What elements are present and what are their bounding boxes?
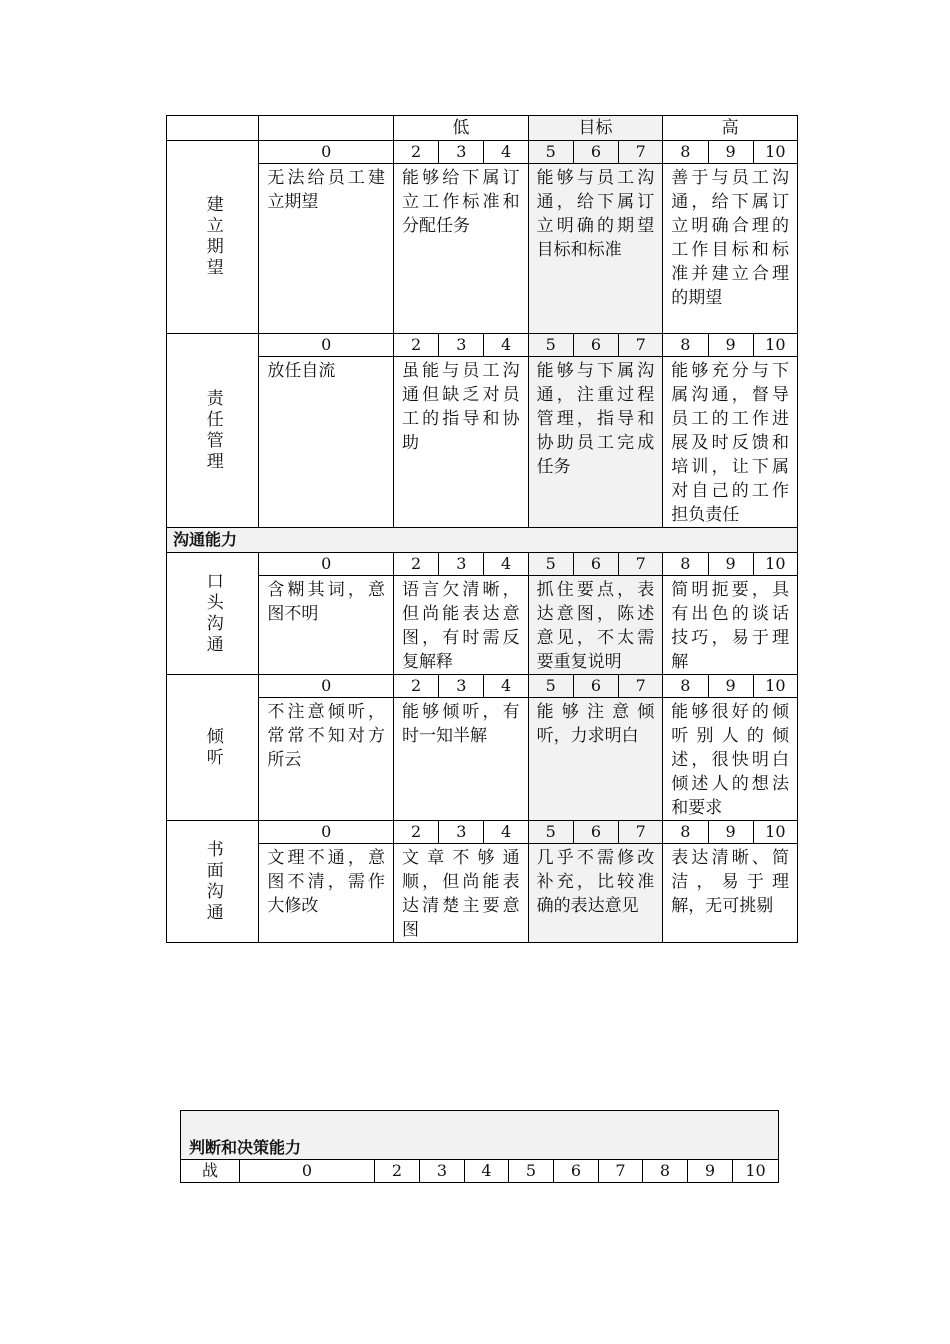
score-9: 9 [708,334,753,357]
score-3: 3 [439,141,484,164]
score-10: 10 [753,141,797,164]
desc-low: 语言欠清晰，但尚能表达意图，有时需反复解释 [394,576,529,675]
row-label-cell [167,675,259,821]
score-8: 8 [663,675,708,698]
score-row [167,821,798,844]
score-0: 0 [259,141,394,164]
score-0: 0 [259,821,394,844]
score-9: 9 [688,1160,733,1183]
row-label: 建立期望 [202,195,223,279]
score-5: 5 [509,1160,554,1183]
empty-corner-cell [167,116,259,141]
description-row [167,164,798,334]
score-7: 7 [619,675,663,698]
score-row [167,553,798,576]
score-5: 5 [528,553,573,576]
desc-target: 能够注意倾听，力求明白 [528,698,663,821]
row-label: 口头沟通 [202,571,223,656]
score-10: 10 [753,334,797,357]
score-5: 5 [528,821,573,844]
score-4: 4 [484,821,528,844]
score-3: 3 [439,334,484,357]
section-row [181,1111,779,1160]
score-7: 7 [619,821,663,844]
row-label-cell [167,141,259,334]
score-4: 4 [465,1160,509,1183]
score-2: 2 [394,553,439,576]
score-10: 10 [733,1160,779,1183]
score-8: 8 [643,1160,688,1183]
level-high: 高 [663,116,798,141]
score-2: 2 [375,1160,420,1183]
section-title-communication: 沟通能力 [167,528,798,553]
desc-target: 能够与下属沟通，注重过程管理，指导和协助员工完成任务 [528,357,663,528]
desc-high: 能够充分与下属沟通，督导员工的工作进展及时反馈和培训，让下属对自己的工作担负责任 [663,357,798,528]
competency-table-leadership-communication [166,115,798,943]
row-label-partial: 战 [181,1160,240,1183]
level-low: 低 [394,116,529,141]
section-row [167,528,798,553]
score-10: 10 [753,553,797,576]
desc-score-0: 无法给员工建立期望 [259,164,394,334]
desc-score-0: 放任自流 [259,357,394,528]
description-row [167,844,798,943]
empty-header-cell [259,116,394,141]
desc-high: 能够很好的倾听别人的倾述，很快明白倾述人的想法和要求 [663,698,798,821]
score-3: 3 [439,675,484,698]
score-9: 9 [708,141,753,164]
row-label: 责任管理 [202,388,223,473]
score-row [167,334,798,357]
row-label-cell [167,821,259,943]
score-row [167,675,798,698]
row-label: 倾听 [202,726,223,769]
desc-high: 表达清晰、简洁，易于理解，无可挑剔 [663,844,798,943]
score-3: 3 [420,1160,465,1183]
score-9: 9 [708,821,753,844]
score-8: 8 [663,821,708,844]
score-8: 8 [663,553,708,576]
competency-table-judgment [180,1110,779,1183]
desc-low: 能够倾听，有时一知半解 [394,698,529,821]
desc-target: 几乎不需修改补充，比较准确的表达意见 [528,844,663,943]
score-9: 9 [708,675,753,698]
desc-score-0: 不注意倾听，常常不知对方所云 [259,698,394,821]
desc-low: 虽能与员工沟通但缺乏对员工的指导和协助 [394,357,529,528]
desc-high: 简明扼要，具有出色的谈话技巧，易于理解 [663,576,798,675]
score-3: 3 [439,553,484,576]
score-8: 8 [663,334,708,357]
desc-low: 文章不够通顺，但尚能表达清楚主要意图 [394,844,529,943]
score-4: 4 [484,553,528,576]
score-7: 7 [619,553,663,576]
score-2: 2 [394,141,439,164]
score-2: 2 [394,675,439,698]
desc-score-0: 含糊其词，意图不明 [259,576,394,675]
score-0: 0 [259,675,394,698]
level-header-row [167,116,798,141]
score-0: 0 [240,1160,375,1183]
score-8: 8 [663,141,708,164]
score-7: 7 [619,141,663,164]
section-title-judgment: 判断和决策能力 [181,1111,779,1160]
score-row [181,1160,779,1183]
score-3: 3 [439,821,484,844]
score-5: 5 [528,141,573,164]
level-target: 目标 [528,116,663,141]
score-6: 6 [573,821,618,844]
description-row [167,357,798,528]
score-row [167,141,798,164]
row-label-cell [167,334,259,528]
description-row [167,576,798,675]
description-row [167,698,798,821]
score-10: 10 [753,821,797,844]
score-7: 7 [599,1160,643,1183]
desc-score-0: 文理不通，意图不清，需作大修改 [259,844,394,943]
score-4: 4 [484,675,528,698]
score-6: 6 [573,553,618,576]
row-label-cell [167,553,259,675]
desc-target: 能够与员工沟通，给下属订立明确的期望目标和标准 [528,164,663,334]
score-0: 0 [259,334,394,357]
score-6: 6 [554,1160,599,1183]
score-5: 5 [528,334,573,357]
score-4: 4 [484,141,528,164]
desc-high: 善于与员工沟通，给下属订立明确合理的工作目标和标准并建立合理的期望 [663,164,798,334]
score-2: 2 [394,821,439,844]
score-0: 0 [259,553,394,576]
desc-target: 抓住要点，表达意图，陈述意见，不太需要重复说明 [528,576,663,675]
score-6: 6 [573,141,618,164]
desc-low: 能够给下属订立工作标准和分配任务 [394,164,529,334]
score-2: 2 [394,334,439,357]
row-label: 书面沟通 [202,839,223,924]
score-6: 6 [573,334,618,357]
score-5: 5 [528,675,573,698]
score-7: 7 [619,334,663,357]
score-6: 6 [573,675,618,698]
score-4: 4 [484,334,528,357]
score-9: 9 [708,553,753,576]
score-10: 10 [753,675,797,698]
